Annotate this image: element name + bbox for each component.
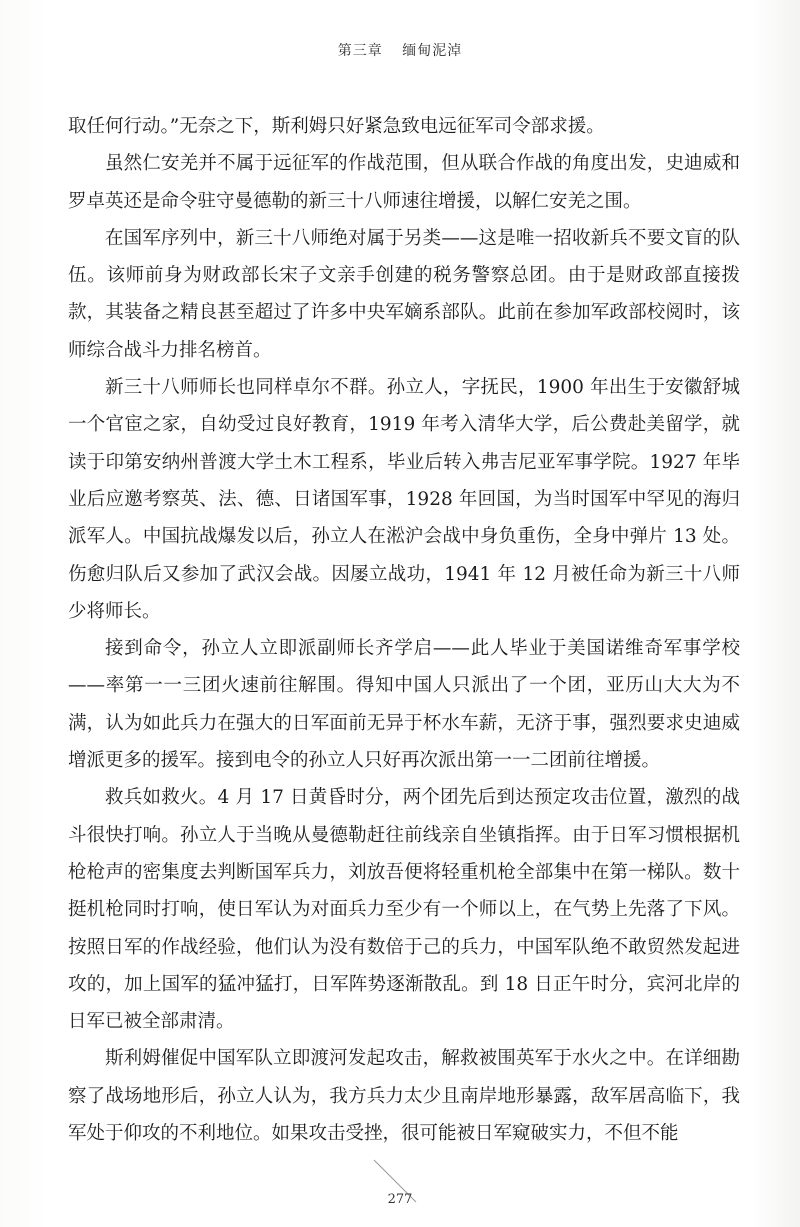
paragraph: 虽然仁安羌并不属于远征军的作战范围，但从联合作战的角度出发，史迪威和罗卓英还是命令驻守曼德勒的新三十八师速往增援，以解仁安羌之围。 — [68, 153, 740, 212]
paragraph: 新三十八师师长也同样卓尔不群。孙立人，字抚民，1900 年出生于安徽舒城一个官宦之家，自幼受过良好教育，1919 年考入清华大学，后公费赴美留学，就读于印第安纳州普渡大学土木工程系，毕业后转入弗吉尼亚军事学院。1927 年毕业后应邀考察英、法、德、日诸国军事，1928 年回国，为当时国军中罕见的海归派军人。中国抗战爆发以后，孙立人在淞沪会战中身负重伤，全身中弹片 13 处。伤愈归队后又参加了武汉会战。因屡立战功，1941 年 12 月被任命为新三十八师少将师长。 — [68, 377, 740, 622]
body-text — [68, 108, 740, 1152]
chapter-title: 缅甸泥淖 — [402, 43, 463, 59]
chapter-number: 第三章 — [337, 43, 383, 59]
page-number: 277 — [387, 1192, 413, 1207]
paragraph: 取任何行动。”无奈之下，斯利姆只好紧急致电远征军司令部求援。 — [68, 116, 605, 137]
paragraph: 在国军序列中，新三十八师绝对属于另类——这是唯一招收新兵不要文盲的队伍。该师前身为财政部长宋子文亲手创建的税务警察总团。由于是财政部直接拨款，其装备之精良甚至超过了许多中央军嫡系部队。此前在参加军政部校阅时，该师综合战斗力排名榜首。 — [68, 227, 740, 361]
running-header — [0, 40, 800, 60]
paragraph: 接到命令，孙立人立即派副师长齐学启——此人毕业于美国诺维奇军事学校——率第一一三团火速前往解围。得知中国人只派出了一个团，亚历山大大为不满，认为如此兵力在强大的日军面前无异于杯水车薪，无济于事，强烈要求史迪威增派更多的援军。接到电令的孙立人只好再次派出第一一二团前往增援。 — [68, 638, 740, 772]
paragraph: 救兵如救火。4 月 17 日黄昏时分，两个团先后到达预定攻击位置，激烈的战斗很快打响。孙立人于当晚从曼德勒赶往前线亲自坐镇指挥。由于日军习惯根据机枪枪声的密集度去判断国军兵力，刘放吾便将轻重机枪全部集中在第一梯队。数十挺机枪同时打响，使日军认为对面兵力至少有一个师以上，在气势上先落了下风。按照日军的作战经验，他们认为没有数倍于己的兵力，中国军队绝不敢贸然发起进攻的，加上国军的猛冲猛打，日军阵势逐渐散乱。到 18 日正午时分，宾河北岸的日军已被全部肃清。 — [68, 787, 740, 1033]
paragraph: 斯利姆催促中国军队立即渡河发起攻击，解救被围英军于水火之中。在详细勘察了战场地形后，孙立人认为，我方兵力太少且南岸地形暴露，敌军居高临下，我军处于仰攻的不利地位。如果攻击受挫，很可能被日军窥破实力，不但不能 — [68, 1048, 740, 1145]
